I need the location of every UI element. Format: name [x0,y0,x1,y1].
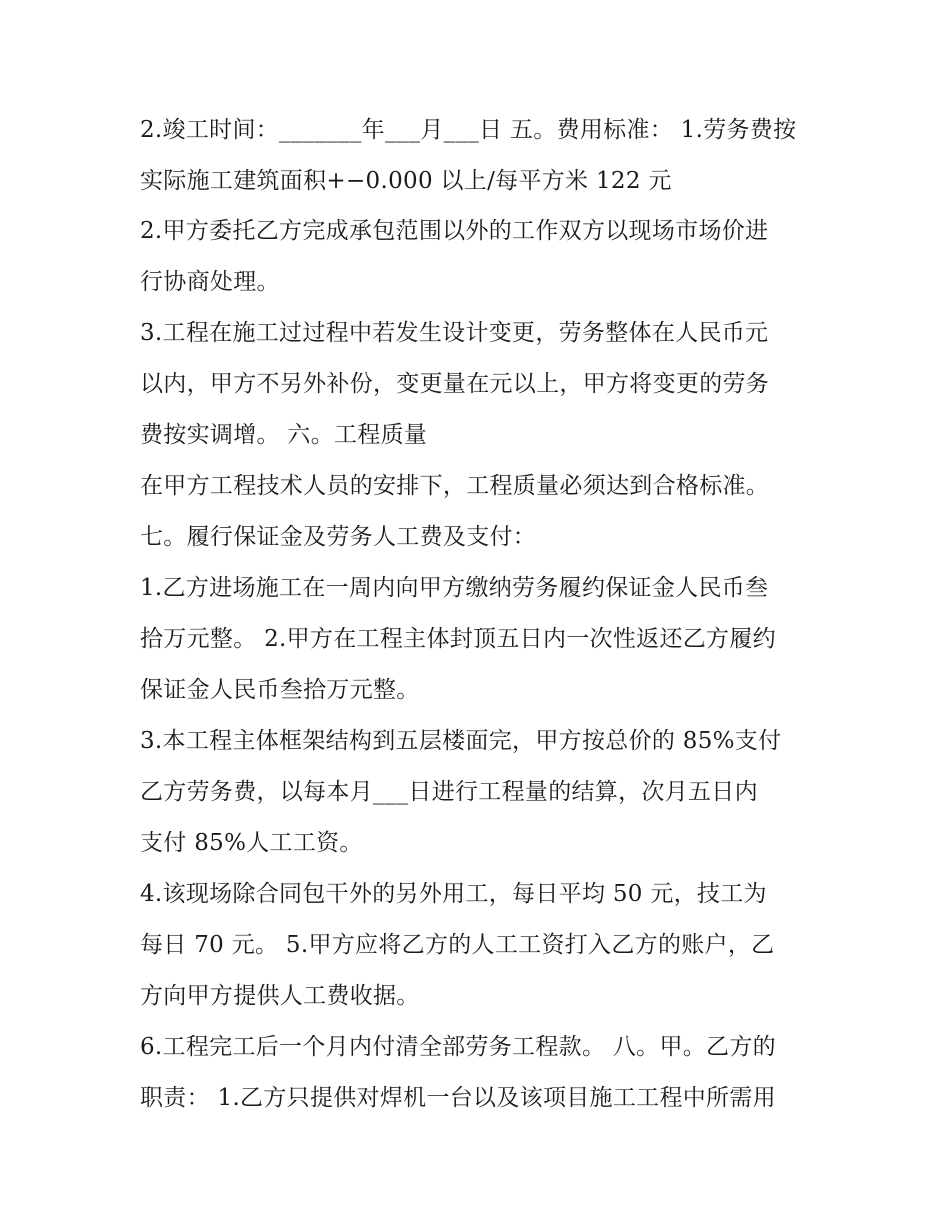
text-line: 3.本工程主体框架结构到五层楼面完，甲方按总价的 85%支付 [140,728,782,754]
text-line: 4.该现场除合同包干外的另外用工，每日平均 50 元，技工为 [140,881,767,907]
text-line: 支付 85%人工工资。 [140,830,363,856]
text-line: 方向甲方提供人工费收据。 [140,983,420,1009]
text-line: 以内，甲方不另外补份，变更量在元以上，甲方将变更的劳务 [140,371,770,397]
text-line: 实际施工建筑面积+−0.000 以上/每平方米 122 元 [140,168,672,194]
text-line: 行协商处理。 [140,269,280,295]
text-line: 费按实调增。 六。工程质量 [140,422,428,448]
text-line: 在甲方工程技术人员的安排下，工程质量必须达到合格标准。 [140,473,770,499]
text-line: 3.工程在施工过过程中若发生设计变更，劳务整体在人民币元 [140,320,769,346]
text-line: 拾万元整。 2.甲方在工程主体封顶五日内一次性返还乙方履约 [140,626,776,652]
text-line: 保证金人民币叁拾万元整。 [140,677,420,703]
text-line: 七。履行保证金及劳务人工费及支付： [140,524,537,550]
text-line: 1.乙方进场施工在一周内向甲方缴纳劳务履约保证金人民币叁 [140,575,769,601]
text-line: 职责： 1.乙方只提供对焊机一台以及该项目施工工程中所需用 [140,1085,776,1111]
text-line: 乙方劳务费，以每本月___日进行工程量的结算，次月五日内 [140,779,758,805]
text-line: 2.甲方委托乙方完成承包范围以外的工作双方以现场市场价进 [140,218,769,244]
text-line: 2.竣工时间：_______年___月___日 五。费用标准： 1.劳务费按 [140,117,797,143]
text-line: 每日 70 元。 5.甲方应将乙方的人工工资打入乙方的账户，乙 [140,932,775,958]
text-line: 6.工程完工后一个月内付清全部劳务工程款。 八。甲。乙方的 [140,1034,776,1060]
